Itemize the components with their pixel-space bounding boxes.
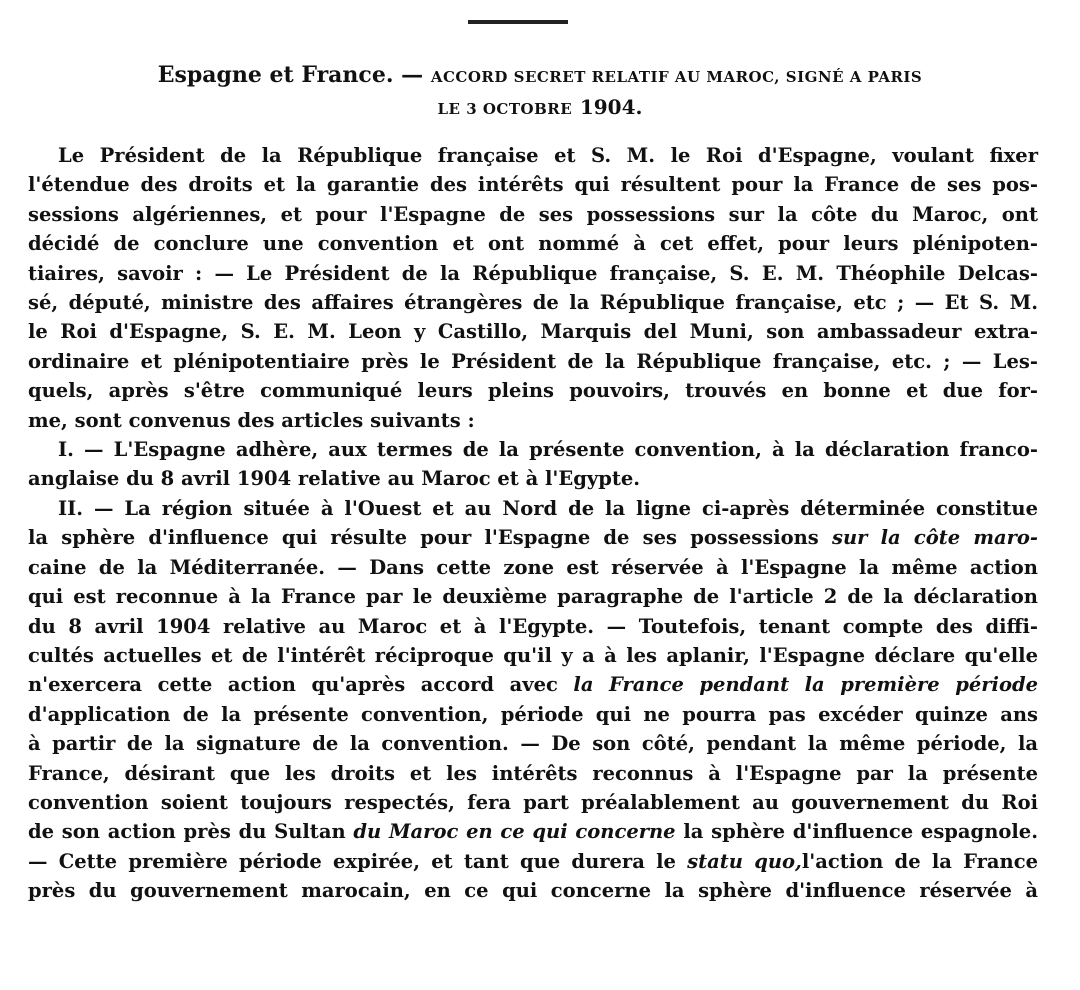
- text-line-25: [28, 847, 1038, 876]
- document-heading: [40, 60, 1040, 124]
- text-line-1: Le Président de la République française et S. M. le Roi d'Espagne, voulant fixer: [58, 144, 1038, 167]
- heading-dash: —: [401, 62, 424, 88]
- text-line-24: [28, 817, 1038, 846]
- text-line-16: qui est reconnue à la France par le deuxième paragraphe de l'article 2 de la déclaration: [28, 585, 1038, 609]
- text-line-19-italic: la France pendant la première période: [573, 673, 1038, 697]
- text-line-25-italic: statu quo,: [687, 849, 802, 873]
- text-line-6: sé, député, ministre des affaires étrangères de la République française, etc ; — Et S. M.: [28, 291, 1038, 315]
- text-line-7: le Roi d'Espagne, S. E. M. Leon y Castillo, Marquis del Muni, son ambassadeur extra-: [28, 320, 1038, 344]
- text-line-25-main: — Cette première période expirée, et tant que durera le: [28, 849, 676, 873]
- document-body: [28, 141, 1038, 906]
- text-line-24-main: de son action près du Sultan: [28, 820, 346, 844]
- text-line-8: ordinaire et plénipotentiaire près le Président de la République française, etc. ; — Les-: [28, 349, 1038, 373]
- heading-subtitle: ACCORD SECRET RELATIF AU MAROC, SIGNÉ A PARIS: [430, 68, 923, 86]
- top-rule: [468, 20, 568, 24]
- text-line-19: [28, 670, 1038, 699]
- heading-year: 1904.: [579, 95, 643, 119]
- text-line-2: l'étendue des droits et la garantie des intérêts qui résultent pour la France de ses pos-: [28, 173, 1038, 197]
- heading-title: Espagne et France.: [157, 62, 394, 88]
- text-line-20: d'application de la présente convention, période qui ne pourra pas excéder quinze ans: [28, 702, 1038, 726]
- text-line-14-italic: sur la côte maro-: [831, 526, 1038, 550]
- text-line-21: à partir de la signature de la convention. — De son côté, pendant la même période, la: [28, 732, 1038, 756]
- text-line-4: décidé de conclure une convention et ont nommé à cet effet, pour leurs plénipoten-: [28, 232, 1038, 256]
- text-line-24-end: la sphère d'influence espagnole.: [683, 820, 1038, 844]
- text-line-17: du 8 avril 1904 relative au Maroc et à l'Egypte. — Toutefois, tenant compte des diffi-: [28, 614, 1038, 638]
- text-line-15: caine de la Méditerranée. — Dans cette zone est réservée à l'Espagne la même action: [28, 555, 1038, 579]
- heading-line-1: [40, 60, 1040, 92]
- text-line-12: anglaise du 8 avril 1904 relative au Maroc et à l'Egypte.: [28, 467, 641, 491]
- heading-line-2: [40, 92, 1040, 124]
- heading-date: LE 3 OCTOBRE: [437, 100, 573, 118]
- text-line-10: me, sont convenus des articles suivants :: [28, 408, 475, 432]
- text-line-19-main: n'exercera cette action qu'après accord avec: [28, 673, 558, 697]
- text-line-11: I. — L'Espagne adhère, aux termes de la présente convention, à la déclaration franco-: [58, 438, 1038, 462]
- text-line-24-italic: du Maroc en ce qui concerne: [353, 820, 676, 844]
- text-line-18: cultés actuelles et de l'intérêt réciproque qu'il y a à les aplanir, l'Espagne déclare qu'elle: [28, 643, 1038, 667]
- text-line-22: France, désirant que les droits et les intérêts reconnus à l'Espagne par la présente: [28, 761, 1038, 785]
- text-line-3: sessions algériennes, et pour l'Espagne de ses possessions sur la côte du Maroc, ont: [28, 202, 1038, 226]
- text-line-5: tiaires, savoir : — Le Président de la République française, S. E. M. Théophile Delcas-: [28, 261, 1038, 285]
- text-line-23: convention soient toujours respectés, fera part préalablement au gouvernement du Roi: [28, 790, 1038, 814]
- text-line-13: II. — La région située à l'Ouest et au Nord de la ligne ci-après déterminée constitue: [58, 496, 1038, 520]
- text-line-14-main: la sphère d'influence qui résulte pour l'Espagne de ses possessions: [28, 526, 819, 550]
- text-line-9: quels, après s'être communiqué leurs pleins pouvoirs, trouvés en bonne et due for-: [28, 379, 1038, 403]
- text-line-26: près du gouvernement marocain, en ce qui concerne la sphère d'influence réservée à: [28, 879, 1038, 903]
- text-line-14: [28, 523, 1038, 552]
- text-line-25-end: l'action de la France: [801, 849, 1039, 873]
